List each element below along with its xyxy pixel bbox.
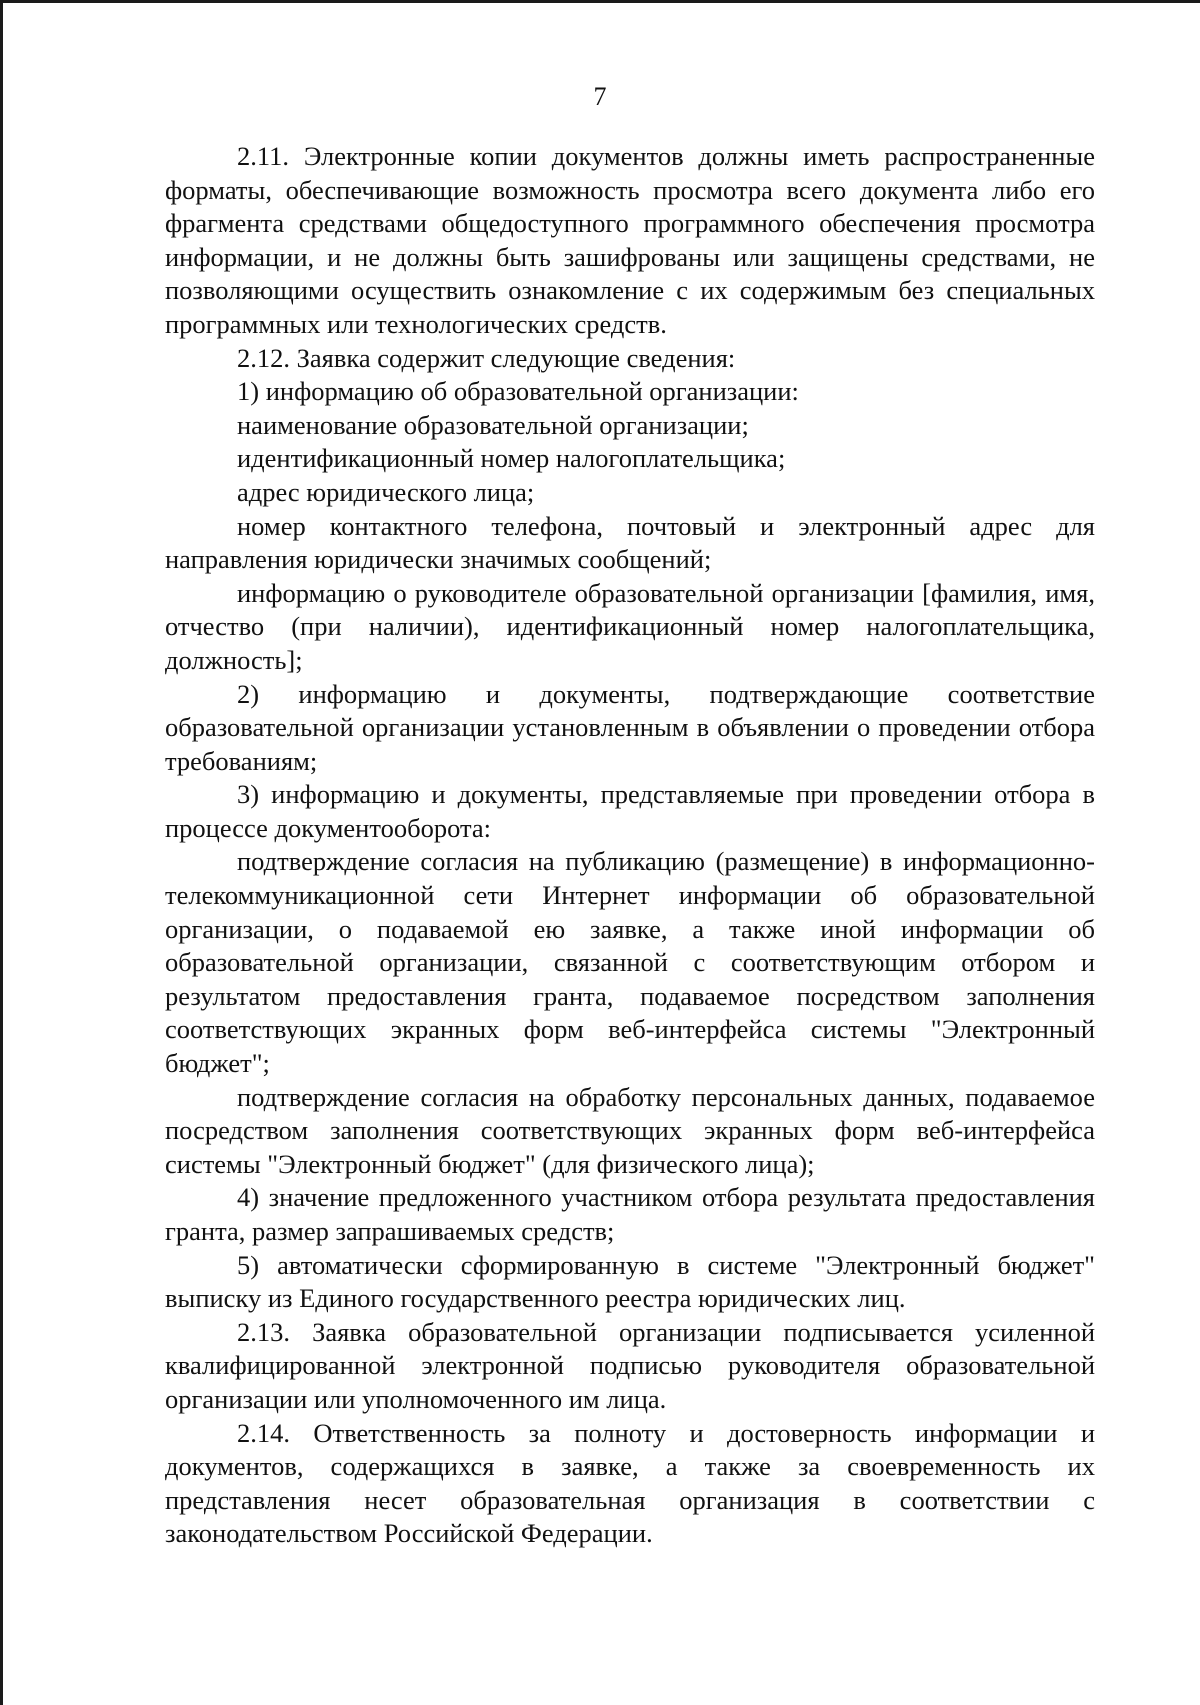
sub-item-personal-data-consent: подтверждение согласия на обработку персональных данных, подаваемое посредством заполнения соответствующих экранных форм веб-интерфейса системы "Электронный бюджет" (для физического лица); [165, 1081, 1095, 1179]
list-item-2: 2) информацию и документы, подтверждающие соответствие образовательной организации установленным в объявлении о проведении отбора требованиям; [165, 678, 1095, 776]
list-item-3: 3) информацию и документы, представляемые при проведении отбора в процессе документооборота: [165, 779, 1095, 843]
list-item-1: 1) информацию об образовательной организации: [237, 376, 799, 407]
sub-item-publication-consent: подтверждение согласия на публикацию (размещение) в информационно-телекоммуникационной сети Интернет информации об образовательной организации, о подаваемой ею заявке, а также иной информации об образовательной организации, связанной с соответствующим отбором и результатом предоставления гранта, подаваемое посредством заполнения соответствующих экранных форм веб-интерфейса системы "Электронный бюджет"; [165, 846, 1095, 1079]
list-item-5: 5) автоматически сформированную в системе "Электронный бюджет" выписку из Единого государственного реестра юридических лиц. [165, 1249, 1095, 1314]
list-item-4: 4) значение предложенного участником отбора результата предоставления гранта, размер запрашиваемых средств; [165, 1182, 1095, 1246]
document-body [165, 140, 1095, 1551]
paragraph-2-12: 2.12. Заявка содержит следующие сведения: [237, 342, 736, 373]
sub-item-contacts: номер контактного телефона, почтовый и электронный адрес для направления юридически значимых сообщений; [165, 510, 1095, 575]
paragraph-2-11: 2.11. Электронные копии документов должны иметь распространенные форматы, обеспечивающие возможность просмотра всего документа либо его фрагмента средствами общедоступного программного обеспечения просмотра информации, и не должны быть зашифрованы или защищены средствами, не позволяющими осуществить ознакомление с их содержимым без специальных программных или технологических средств. [165, 141, 1095, 339]
paragraph-2-14: 2.14. Ответственность за полноту и достоверность информации и документов, содержащихся в заявке, а также за своевременность их представления несет образовательная организация в соответствии с законодательством Российской Федерации. [165, 1417, 1095, 1549]
paragraph-2-13: 2.13. Заявка образовательной организации подписывается усиленной квалифицированной электронной подписью руководителя образовательной организации или уполномоченного им лица. [165, 1316, 1095, 1414]
sub-item-organization-name: наименование образовательной организации; [237, 409, 749, 440]
page-number: 7 [593, 82, 607, 111]
sub-item-tax-id: идентификационный номер налогоплательщика; [237, 443, 786, 474]
sub-item-legal-address: адрес юридического лица; [237, 476, 535, 507]
sub-item-head-info: информацию о руководителе образовательной организации [фамилия, имя, отчество (при наличии), идентификационный номер налогоплательщика, должность]; [165, 577, 1095, 675]
scan-edge-top [0, 0, 1200, 3]
scan-edge-left [0, 0, 3, 1705]
